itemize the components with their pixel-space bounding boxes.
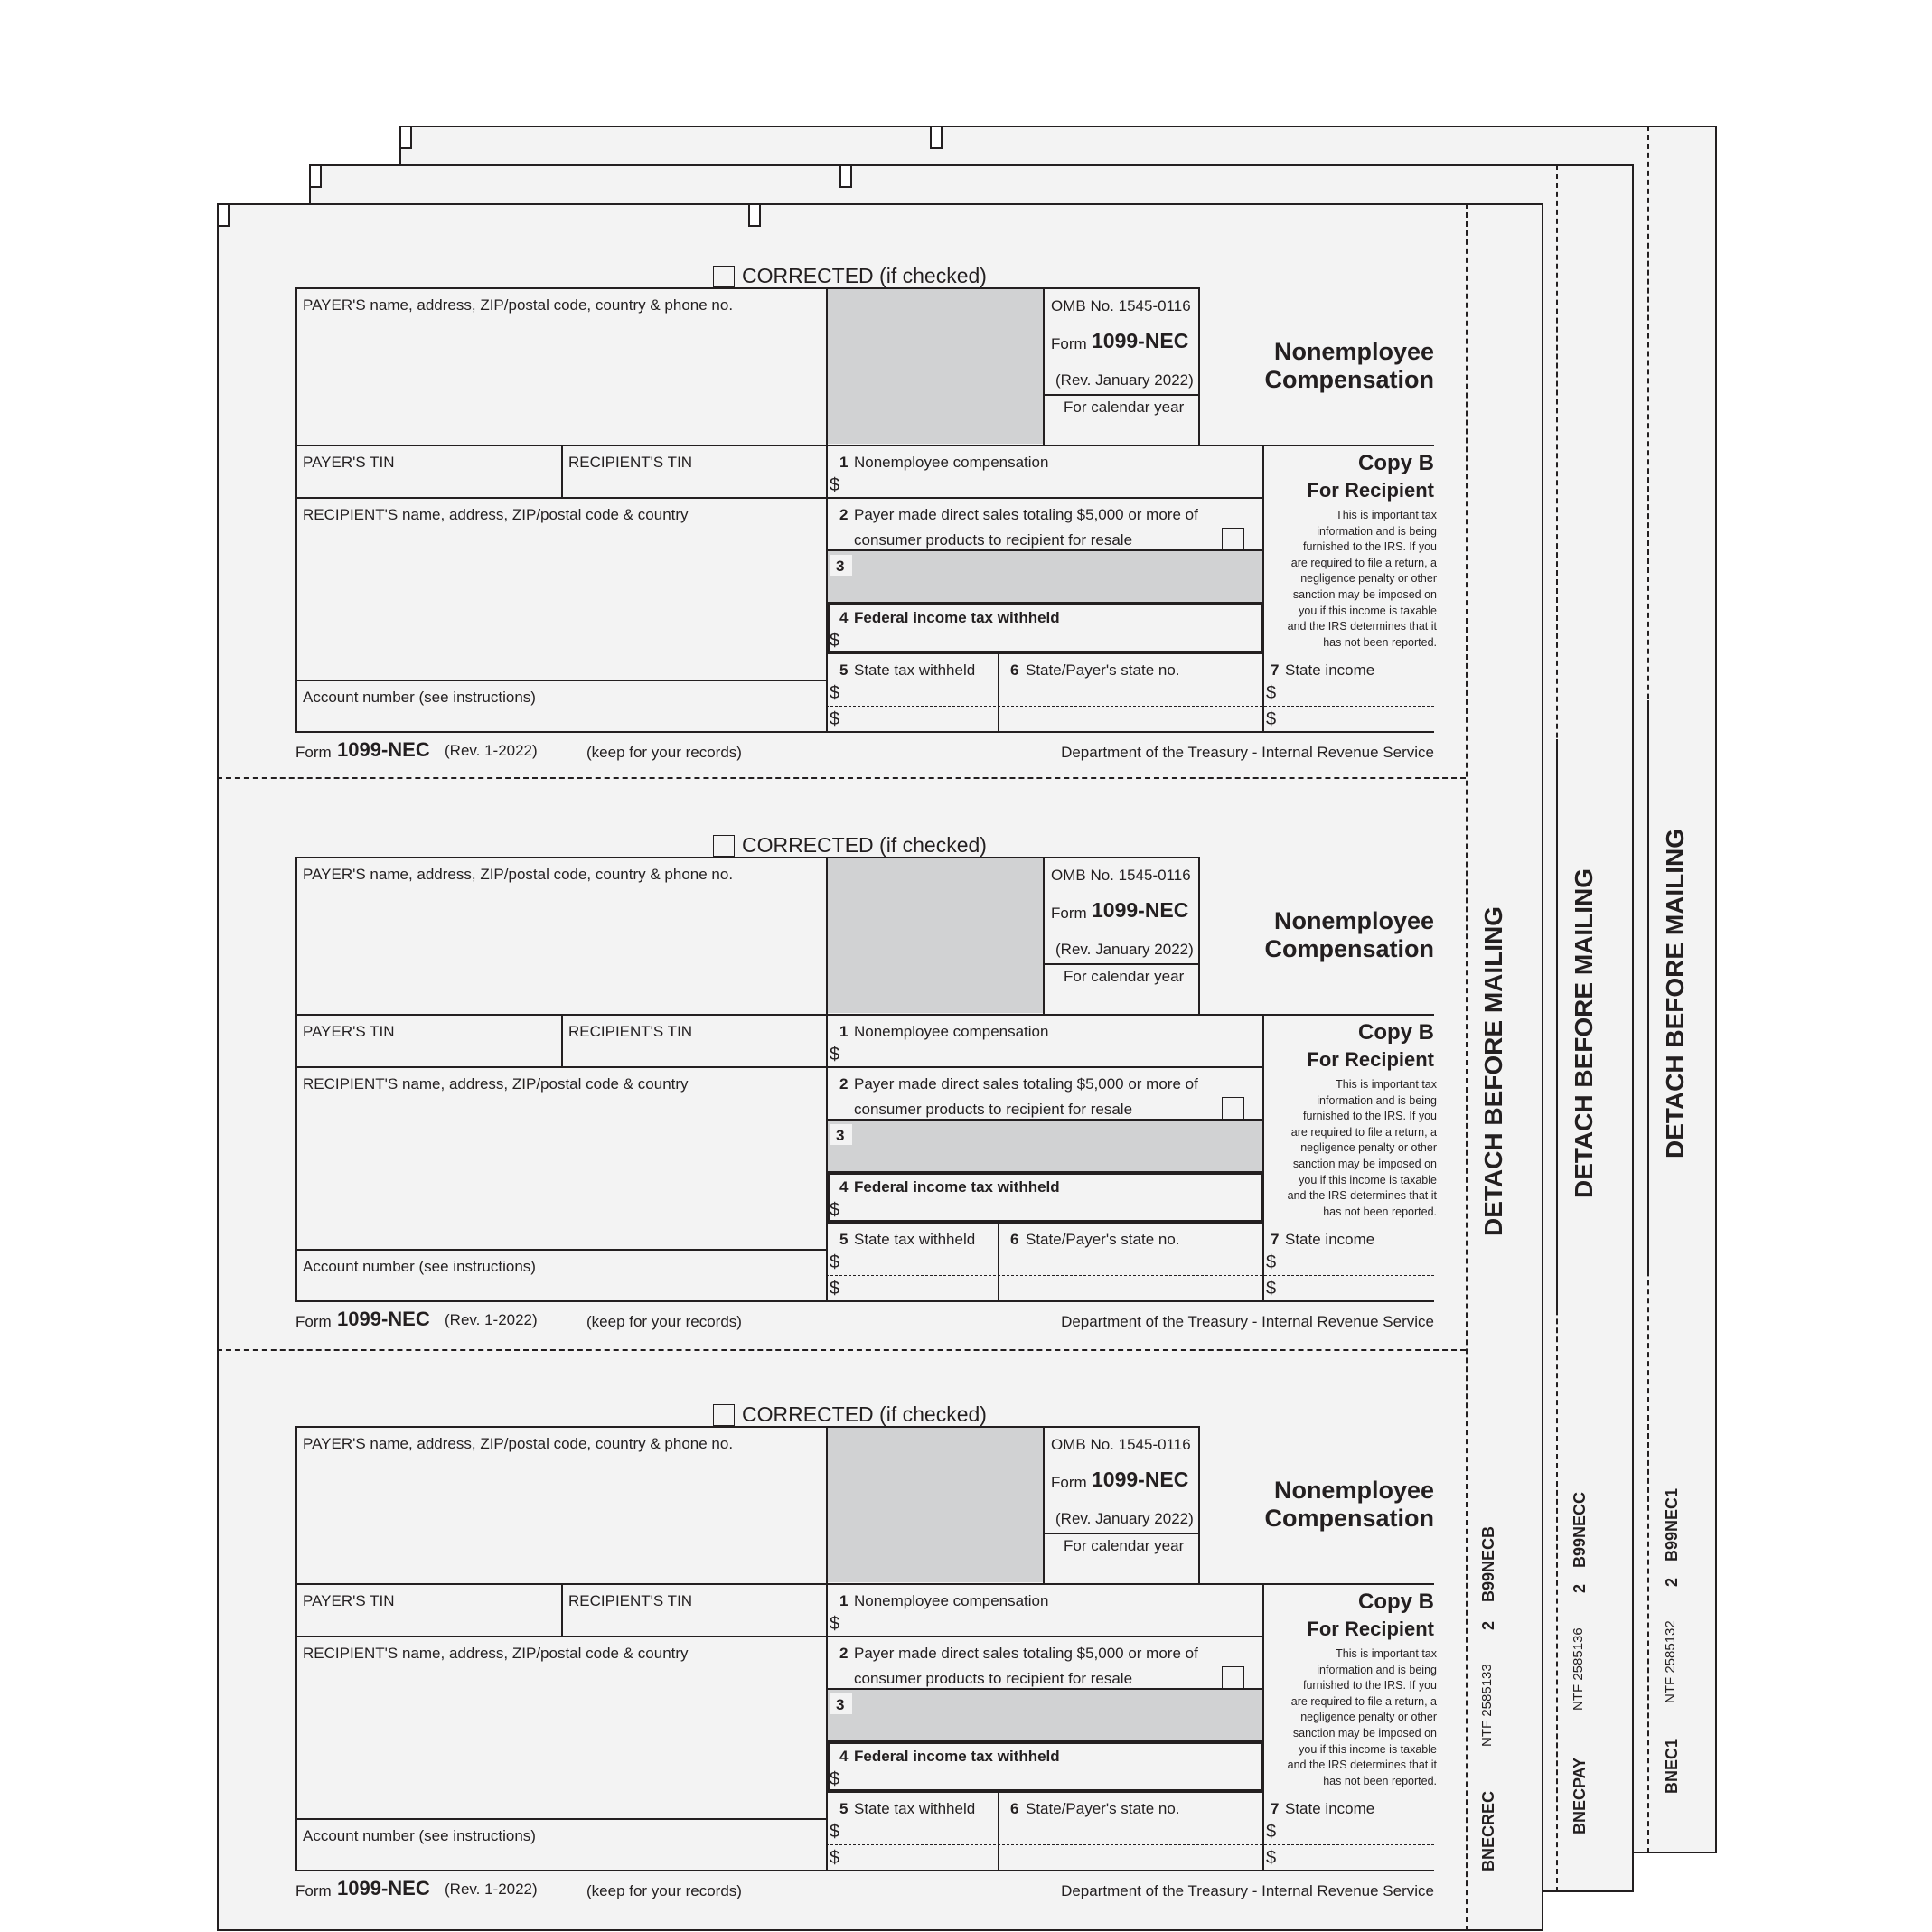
for-recipient-label: For Recipient	[1307, 1618, 1434, 1640]
middle-ntf: NTF 2585136	[1571, 1627, 1586, 1711]
footer-revision: (Rev. 1-2022)	[445, 1311, 538, 1328]
rule	[826, 1688, 1264, 1690]
rule	[295, 1426, 1200, 1428]
rule	[998, 1224, 999, 1302]
rule	[826, 857, 828, 1302]
corrected-label: CORRECTED (if checked)	[742, 1402, 987, 1426]
notice-line: information and is being	[1317, 524, 1437, 538]
form-title-line1: Nonemployee	[1273, 338, 1434, 365]
form-word: Form	[1051, 1474, 1087, 1491]
rule	[826, 287, 828, 733]
box6-label: State/Payer's state no.	[1026, 1231, 1180, 1248]
form-copy	[295, 211, 1437, 761]
box4-dollar: $	[830, 631, 840, 651]
notice-line: sanction may be imposed on	[1292, 1157, 1437, 1170]
payer-tin-label: PAYER'S TIN	[303, 1592, 395, 1609]
box7-dollar-2: $	[1266, 1848, 1277, 1868]
notice-line: furnished to the IRS. If you	[1303, 1679, 1437, 1693]
rule	[1198, 857, 1200, 1014]
copy-b-label: Copy B	[1358, 451, 1434, 475]
notice-line: sanction may be imposed on	[1292, 1726, 1437, 1740]
account-number-label: Account number (see instructions)	[303, 1827, 536, 1844]
notice-line: you if this income is taxable	[1299, 1173, 1437, 1186]
notice-line: are required to file a return, a	[1290, 1694, 1437, 1708]
rule	[295, 497, 1264, 499]
rule	[295, 680, 828, 681]
footer-form-number: 1099-NEC	[337, 1308, 430, 1330]
form-copy	[295, 781, 1437, 1330]
rule	[295, 857, 297, 1302]
rule	[1043, 394, 1200, 396]
footer-form-number: 1099-NEC	[337, 1877, 430, 1899]
recipient-tin-label: RECIPIENT'S TIN	[568, 1023, 693, 1040]
box1-label: Nonemployee compensation	[854, 454, 1049, 471]
footer-form-word: Form	[295, 744, 332, 761]
notice-line: you if this income is taxable	[1299, 1742, 1437, 1756]
box2-line1: Payer made direct sales totaling $5,000 or more of	[854, 506, 1198, 523]
box5-dollar-2: $	[830, 1279, 840, 1299]
notice-line: furnished to the IRS. If you	[1303, 540, 1437, 554]
rule	[826, 1119, 1264, 1121]
recipient-name-label: RECIPIENT'S name, address, ZIP/postal code & country	[303, 1075, 689, 1093]
rule	[998, 654, 999, 733]
omb-number: OMB No. 1545-0116	[1051, 867, 1191, 884]
middle-name: BNECPAY	[1571, 1757, 1589, 1834]
form-revision: (Rev. January 2022)	[1055, 371, 1194, 389]
rule	[1043, 287, 1045, 445]
form-word: Form	[1051, 905, 1087, 922]
box2-line1: Payer made direct sales totaling $5,000 or more of	[854, 1645, 1198, 1662]
back-sheet-tab-left	[399, 126, 412, 149]
shaded-area	[826, 858, 1043, 1013]
back-name: BNEC1	[1663, 1738, 1681, 1794]
state-row-divider	[826, 1275, 1434, 1276]
notice-line: has not been reported.	[1323, 635, 1437, 649]
box5-label: State tax withheld	[854, 661, 976, 679]
back-sheet-tab-right	[930, 126, 943, 149]
footer-form-word: Form	[295, 1882, 332, 1899]
box1-dollar: $	[830, 1045, 840, 1064]
footer-keep: (keep for your records)	[586, 1882, 742, 1899]
box4-dollar: $	[830, 1200, 840, 1220]
box1-dollar: $	[830, 475, 840, 495]
form-title-line1: Nonemployee	[1273, 907, 1434, 934]
front-ntf: NTF 2585133	[1479, 1664, 1495, 1747]
box2-line2: consumer products to recipient for resale	[854, 531, 1133, 549]
box1-number: 1	[839, 1592, 849, 1609]
box7-label: State income	[1285, 1231, 1375, 1248]
box2-line2: consumer products to recipient for resale	[854, 1670, 1133, 1687]
box7-number: 7	[1271, 1231, 1280, 1248]
footer-form-number: 1099-NEC	[337, 738, 430, 761]
rule	[295, 857, 1200, 858]
box5-label: State tax withheld	[854, 1800, 976, 1817]
rule	[561, 445, 563, 497]
front-sheet-perforation	[1466, 203, 1468, 1931]
box1-label: Nonemployee compensation	[854, 1023, 1049, 1040]
form-title-line2: Compensation	[1264, 935, 1434, 962]
box3-shaded	[828, 551, 1262, 602]
notice-line: negligence penalty or other	[1300, 1141, 1437, 1155]
notice-line: and the IRS determines that it	[1287, 1758, 1437, 1772]
notice-line: furnished to the IRS. If you	[1303, 1110, 1437, 1123]
box7-dollar-2: $	[1266, 709, 1277, 729]
box6-number: 6	[1010, 1231, 1019, 1248]
box4-label: Federal income tax withheld	[854, 1748, 1060, 1765]
box1-number: 1	[839, 1023, 849, 1040]
corrected-label: CORRECTED (if checked)	[742, 833, 987, 857]
rule	[295, 1818, 828, 1820]
rule	[998, 1793, 999, 1871]
corrected-label: CORRECTED (if checked)	[742, 264, 987, 287]
form-word: Form	[1051, 335, 1087, 352]
rule	[1198, 1426, 1200, 1583]
box2-number: 2	[839, 1645, 849, 1662]
account-number-label: Account number (see instructions)	[303, 1258, 536, 1275]
notice-line: and the IRS determines that it	[1287, 1189, 1437, 1203]
box4-dollar: $	[830, 1769, 840, 1789]
box3-shaded	[828, 1690, 1262, 1740]
recipient-tin-label: RECIPIENT'S TIN	[568, 454, 693, 471]
box2-number: 2	[839, 1075, 849, 1093]
rule	[1198, 287, 1200, 445]
middle-sheet-tab-left	[309, 164, 322, 188]
box7-number: 7	[1271, 661, 1280, 679]
for-recipient-label: For Recipient	[1307, 479, 1434, 502]
front-sheet-tab-left	[217, 203, 230, 227]
shaded-area	[826, 289, 1043, 444]
payer-tin-label: PAYER'S TIN	[303, 1023, 395, 1040]
notice-line: and the IRS determines that it	[1287, 620, 1437, 633]
form-copy	[295, 1350, 1437, 1899]
corrected-checkbox[interactable]	[713, 266, 735, 287]
box4-number: 4	[839, 1178, 849, 1196]
account-number-label: Account number (see instructions)	[303, 689, 536, 706]
recipient-tin-label: RECIPIENT'S TIN	[568, 1592, 693, 1609]
box3-shaded	[828, 1121, 1262, 1171]
rule	[561, 1014, 563, 1066]
footer-revision: (Rev. 1-2022)	[445, 1880, 538, 1898]
omb-number: OMB No. 1545-0116	[1051, 1436, 1191, 1453]
rule	[295, 1300, 1434, 1302]
payer-name-label: PAYER'S name, address, ZIP/postal code, country & phone no.	[303, 296, 734, 314]
state-row-divider	[826, 1844, 1434, 1845]
recipient-name-label: RECIPIENT'S name, address, ZIP/postal code & country	[303, 506, 689, 523]
rule	[295, 1249, 828, 1251]
footer-department: Department of the Treasury - Internal Revenue Service	[1061, 744, 1434, 761]
footer-keep: (keep for your records)	[586, 1313, 742, 1330]
front-code: B99NECB	[1479, 1525, 1497, 1602]
front-count: 2	[1479, 1620, 1497, 1630]
back-detach-label: DETACH BEFORE MAILING	[1661, 828, 1689, 1158]
rule	[295, 1426, 297, 1871]
box2-line2: consumer products to recipient for resale	[854, 1101, 1133, 1118]
box5-dollar-1: $	[830, 1252, 840, 1272]
box5-label: State tax withheld	[854, 1231, 976, 1248]
footer-form-word: Form	[295, 1313, 332, 1330]
back-sheet-divider-line	[1647, 700, 1649, 1275]
omb-number: OMB No. 1545-0116	[1051, 297, 1191, 314]
notice-line: has not been reported.	[1323, 1205, 1437, 1218]
payer-name-label: PAYER'S name, address, ZIP/postal code, country & phone no.	[303, 866, 734, 883]
form-title-line2: Compensation	[1264, 366, 1434, 393]
for-recipient-label: For Recipient	[1307, 1048, 1434, 1071]
form-revision: (Rev. January 2022)	[1055, 941, 1194, 958]
box2-checkbox[interactable]	[1222, 1666, 1244, 1689]
shaded-area	[826, 1428, 1043, 1582]
box2-checkbox[interactable]	[1222, 1097, 1244, 1120]
box7-label: State income	[1285, 1800, 1375, 1817]
calendar-year-label: For calendar year	[1064, 968, 1185, 985]
notice-text	[1256, 1077, 1437, 1220]
rule	[826, 549, 1264, 551]
rule	[295, 287, 1200, 289]
notice-text	[1256, 1646, 1437, 1789]
box3-number: 3	[836, 1696, 845, 1713]
box6-label: State/Payer's state no.	[1026, 1800, 1180, 1817]
box5-dollar-2: $	[830, 1848, 840, 1868]
rule	[295, 731, 1434, 733]
box5-number: 5	[839, 1800, 849, 1817]
box5-number: 5	[839, 1231, 849, 1248]
box2-line1: Payer made direct sales totaling $5,000 or more of	[854, 1075, 1198, 1093]
calendar-year-label: For calendar year	[1064, 1537, 1185, 1554]
form-title-line1: Nonemployee	[1273, 1477, 1434, 1504]
box4-number: 4	[839, 609, 849, 626]
rule	[1043, 1533, 1200, 1534]
rule	[295, 1870, 1434, 1871]
notice-line: negligence penalty or other	[1300, 572, 1437, 586]
box2-number: 2	[839, 506, 849, 523]
form-revision: (Rev. January 2022)	[1055, 1510, 1194, 1527]
footer-keep: (keep for your records)	[586, 744, 742, 761]
back-code: B99NEC1	[1663, 1487, 1681, 1562]
rule	[826, 1426, 828, 1871]
box4-number: 4	[839, 1748, 849, 1765]
box1-label: Nonemployee compensation	[854, 1592, 1049, 1609]
footer-revision: (Rev. 1-2022)	[445, 742, 538, 759]
middle-detach-label: DETACH BEFORE MAILING	[1570, 868, 1598, 1198]
box7-dollar-1: $	[1266, 1822, 1277, 1842]
middle-code: B99NECC	[1571, 1491, 1589, 1568]
payer-tin-label: PAYER'S TIN	[303, 454, 395, 471]
rule	[1043, 857, 1045, 1014]
box5-dollar-1: $	[830, 1822, 840, 1842]
rule	[295, 1066, 1264, 1068]
notice-line: sanction may be imposed on	[1292, 587, 1437, 601]
notice-line: This is important tax	[1336, 509, 1437, 521]
box7-number: 7	[1271, 1800, 1280, 1817]
back-count: 2	[1663, 1577, 1681, 1587]
calendar-year-label: For calendar year	[1064, 399, 1185, 416]
box2-checkbox[interactable]	[1222, 528, 1244, 550]
rule	[1043, 963, 1200, 965]
rule	[1043, 1426, 1045, 1583]
box7-label: State income	[1285, 661, 1375, 679]
form-number: 1099-NEC	[1092, 1468, 1189, 1491]
box3-number: 3	[836, 558, 845, 575]
corrected-checkbox[interactable]	[713, 835, 735, 857]
box1-dollar: $	[830, 1614, 840, 1634]
front-sheet-cut-1	[217, 777, 1466, 779]
box6-label: State/Payer's state no.	[1026, 661, 1180, 679]
box4-label: Federal income tax withheld	[854, 609, 1060, 626]
footer-department: Department of the Treasury - Internal Revenue Service	[1061, 1882, 1434, 1899]
form-number: 1099-NEC	[1092, 898, 1189, 922]
box3-number: 3	[836, 1127, 845, 1144]
front-detach-label: DETACH BEFORE MAILING	[1479, 905, 1507, 1236]
notice-line: information and is being	[1317, 1093, 1437, 1107]
box5-dollar-1: $	[830, 683, 840, 703]
corrected-checkbox[interactable]	[713, 1404, 735, 1426]
box7-dollar-1: $	[1266, 683, 1277, 703]
box5-dollar-2: $	[830, 709, 840, 729]
recipient-name-label: RECIPIENT'S name, address, ZIP/postal code & country	[303, 1645, 689, 1662]
notice-line: This is important tax	[1336, 1078, 1437, 1091]
box1-number: 1	[839, 454, 849, 471]
payer-name-label: PAYER'S name, address, ZIP/postal code, country & phone no.	[303, 1435, 734, 1452]
copy-b-label: Copy B	[1358, 1020, 1434, 1045]
notice-line: negligence penalty or other	[1300, 1711, 1437, 1724]
box6-number: 6	[1010, 1800, 1019, 1817]
box7-dollar-2: $	[1266, 1279, 1277, 1299]
notice-line: information and is being	[1317, 1663, 1437, 1676]
notice-line: are required to file a return, a	[1290, 556, 1437, 569]
box6-number: 6	[1010, 661, 1019, 679]
box5-number: 5	[839, 661, 849, 679]
rule	[295, 1636, 1264, 1637]
rule	[295, 287, 297, 733]
footer-department: Department of the Treasury - Internal Revenue Service	[1061, 1313, 1434, 1330]
back-ntf: NTF 2585132	[1663, 1620, 1678, 1703]
form-title-line2: Compensation	[1264, 1505, 1434, 1532]
notice-line: This is important tax	[1336, 1647, 1437, 1660]
middle-sheet-tab-right	[839, 164, 852, 188]
front-name: BNECREC	[1479, 1790, 1497, 1871]
middle-sheet-divider-line	[1556, 739, 1558, 1314]
notice-line: has not been reported.	[1323, 1774, 1437, 1787]
copy-b-label: Copy B	[1358, 1590, 1434, 1614]
rule	[561, 1583, 563, 1636]
form-number: 1099-NEC	[1092, 329, 1189, 352]
state-row-divider	[826, 706, 1434, 707]
notice-text	[1256, 508, 1437, 651]
notice-line: you if this income is taxable	[1299, 604, 1437, 617]
middle-count: 2	[1571, 1583, 1589, 1593]
box4-label: Federal income tax withheld	[854, 1178, 1060, 1196]
box7-dollar-1: $	[1266, 1252, 1277, 1272]
notice-line: are required to file a return, a	[1290, 1125, 1437, 1139]
